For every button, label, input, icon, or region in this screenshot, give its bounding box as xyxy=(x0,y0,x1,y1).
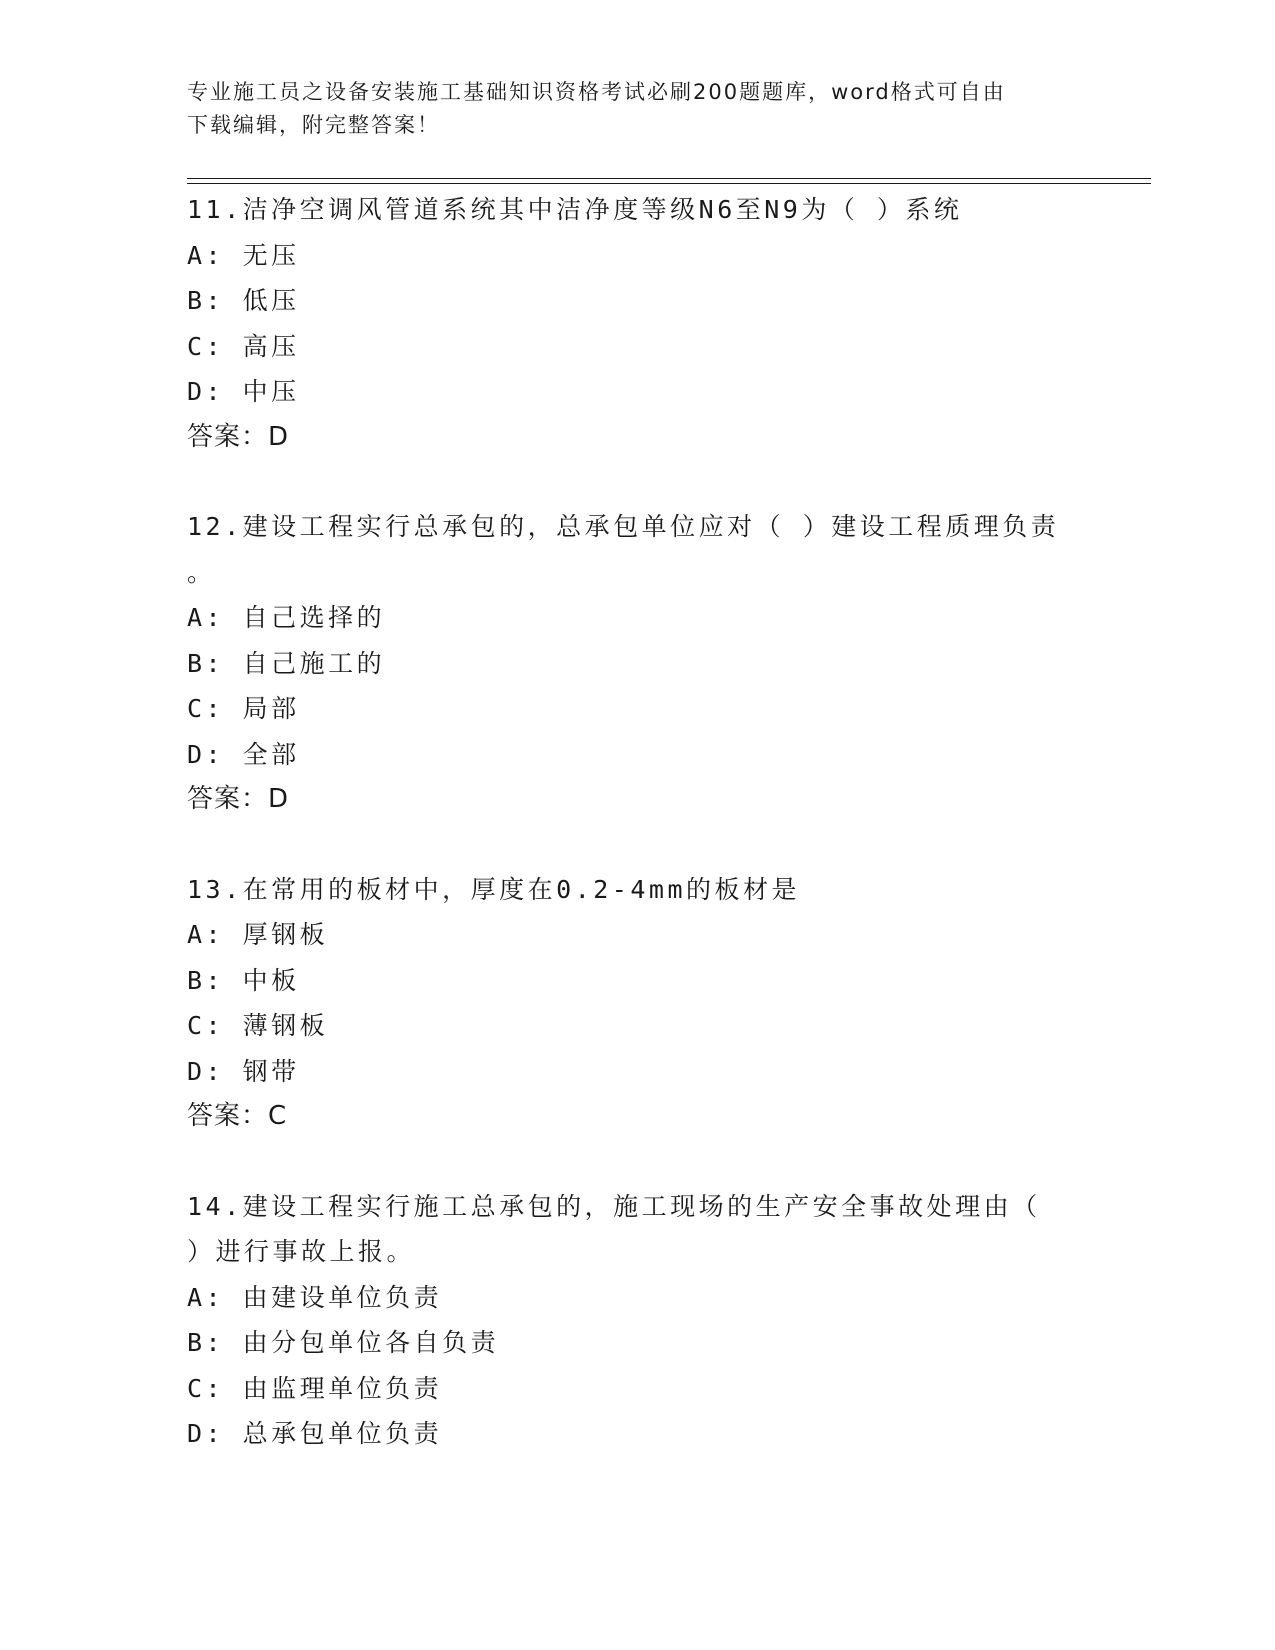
option-a: A: 无压 xyxy=(187,240,300,270)
question-stem: 13.在常用的板材中，厚度在0.2-4mm的板材是 xyxy=(187,874,801,904)
option-a: A: 由建设单位负责 xyxy=(187,1282,443,1312)
question-11 xyxy=(187,187,1107,460)
option-b: B: 自己施工的 xyxy=(187,648,386,678)
answer-label: 答案：D xyxy=(187,421,290,452)
option-a: A: 厚钢板 xyxy=(187,920,329,949)
option-c: C: 高压 xyxy=(187,331,300,361)
question-13 xyxy=(187,867,1107,1140)
question-stem: 11.洁净空调风管道系统其中洁净度等级N6至N9为（ ）系统 xyxy=(187,195,963,224)
document-header xyxy=(187,76,1067,142)
option-c: C: 局部 xyxy=(187,694,300,723)
header-line-1: 专业施工员之设备安装施工基础知识资格考试必刷200题题库，word格式可自由 xyxy=(187,80,1006,104)
option-b: B: 中板 xyxy=(187,965,300,995)
header-divider-bottom xyxy=(187,183,1151,184)
option-d: D: 总承包单位负责 xyxy=(187,1419,443,1448)
header-divider-top xyxy=(187,178,1151,179)
question-stem-continued: ）进行事故上报。 xyxy=(187,1237,416,1266)
option-d: D: 中压 xyxy=(187,377,300,406)
answer-label: 答案：C xyxy=(187,1101,288,1131)
question-12 xyxy=(187,504,1107,823)
option-a: A: 自己选择的 xyxy=(187,603,386,632)
question-14 xyxy=(187,1184,1107,1457)
header-line-2: 下载编辑，附完整答案！ xyxy=(187,113,440,137)
question-stem-continued: 。 xyxy=(187,557,216,587)
option-c: C: 薄钢板 xyxy=(187,1011,329,1040)
option-d: D: 钢带 xyxy=(187,1056,300,1086)
option-d: D: 全部 xyxy=(187,739,300,769)
question-stem: 12.建设工程实行总承包的，总承包单位应对（ ）建设工程质理负责 xyxy=(187,512,1060,541)
option-b: B: 低压 xyxy=(187,286,300,315)
option-c: C: 由监理单位负责 xyxy=(187,1373,443,1403)
option-b: B: 由分包单位各自负责 xyxy=(187,1328,500,1357)
question-list xyxy=(187,187,1107,1501)
question-stem: 14.建设工程实行施工总承包的，施工现场的生产安全事故处理由（ xyxy=(187,1191,1041,1221)
answer-label: 答案：D xyxy=(187,784,290,814)
